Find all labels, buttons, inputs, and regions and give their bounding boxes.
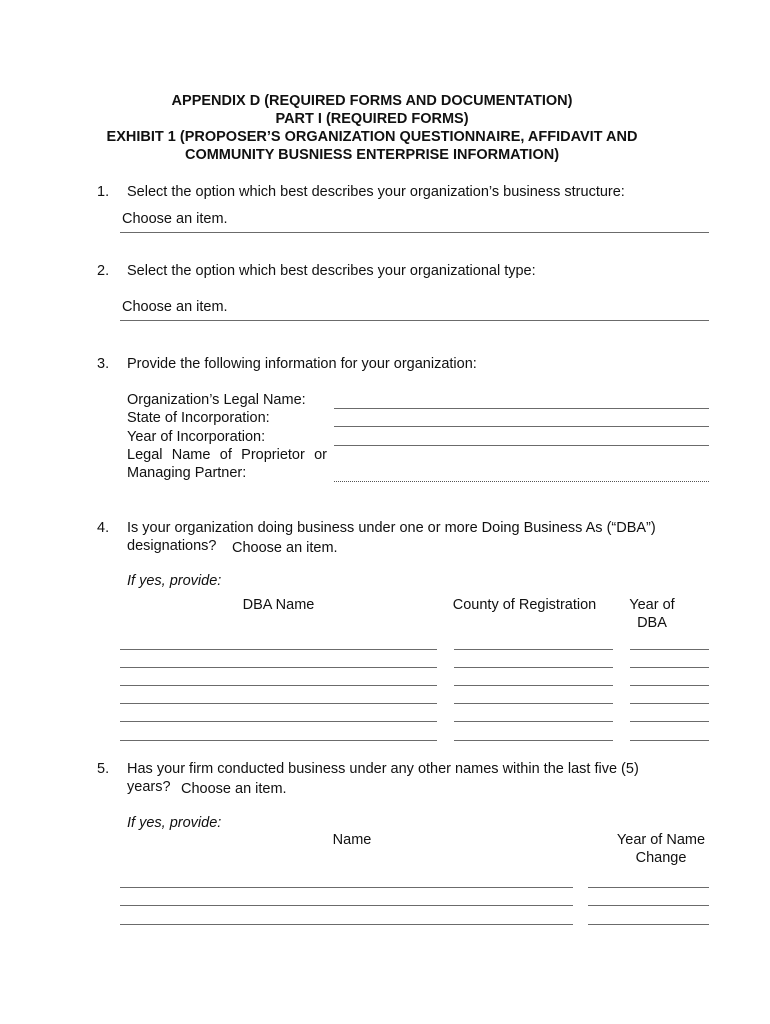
question-4-text-line2: designations? bbox=[127, 538, 217, 554]
county-field[interactable] bbox=[454, 685, 613, 686]
dba-year-field[interactable] bbox=[630, 740, 709, 741]
dba-name-header: DBA Name bbox=[242, 597, 315, 613]
year-of-dba-header-line1: Year of bbox=[629, 597, 675, 613]
previous-name-field[interactable] bbox=[120, 887, 573, 888]
question-5-if-yes: If yes, provide: bbox=[127, 815, 222, 831]
part-title: PART I (REQUIRED FORMS) bbox=[275, 111, 469, 127]
name-change-year-field[interactable] bbox=[588, 924, 709, 925]
county-field[interactable] bbox=[454, 649, 613, 650]
county-of-registration-header: County of Registration bbox=[452, 597, 597, 613]
business-structure-dropdown[interactable]: Choose an item. bbox=[122, 211, 228, 227]
legal-name-label: Organization’s Legal Name: bbox=[127, 392, 306, 408]
proprietor-label-line1: Legal Name of Proprietor or bbox=[127, 447, 327, 463]
exhibit-title: EXHIBIT 1 (PROPOSER’S ORGANIZATION QUESTIONNAIRE, AFFIDAVIT AND bbox=[106, 129, 638, 145]
dba-name-field[interactable] bbox=[120, 667, 437, 668]
appendix-title: APPENDIX D (REQUIRED FORMS AND DOCUMENTATION) bbox=[171, 93, 573, 109]
exhibit-subtitle: COMMUNITY BUSNIESS ENTERPRISE INFORMATION) bbox=[184, 147, 560, 163]
question-1-underline bbox=[120, 232, 709, 233]
year-of-name-change-header-line1: Year of Name bbox=[616, 832, 706, 848]
other-names-dropdown[interactable]: Choose an item. bbox=[181, 781, 287, 797]
county-field[interactable] bbox=[454, 667, 613, 668]
year-of-name-change-header-line2: Change bbox=[635, 850, 687, 866]
state-of-incorporation-label: State of Incorporation: bbox=[127, 410, 270, 426]
question-1-number: 1. bbox=[97, 184, 110, 200]
dba-dropdown[interactable]: Choose an item. bbox=[232, 540, 338, 556]
previous-name-field[interactable] bbox=[120, 905, 573, 906]
question-1-text: Select the option which best describes your organization’s business structure: bbox=[127, 184, 625, 200]
question-2-number: 2. bbox=[97, 263, 110, 279]
county-field[interactable] bbox=[454, 740, 613, 741]
dba-name-field[interactable] bbox=[120, 740, 437, 741]
question-2-underline bbox=[120, 320, 709, 321]
organizational-type-dropdown[interactable]: Choose an item. bbox=[122, 299, 228, 315]
question-4-if-yes: If yes, provide: bbox=[127, 573, 222, 589]
question-5-number: 5. bbox=[97, 761, 110, 777]
name-change-year-field[interactable] bbox=[588, 905, 709, 906]
year-of-dba-header-line2: DBA bbox=[637, 615, 667, 631]
name-change-year-field[interactable] bbox=[588, 887, 709, 888]
dba-name-field[interactable] bbox=[120, 703, 437, 704]
name-header: Name bbox=[332, 832, 372, 848]
dba-year-field[interactable] bbox=[630, 685, 709, 686]
legal-name-field[interactable] bbox=[334, 408, 709, 409]
dba-year-field[interactable] bbox=[630, 703, 709, 704]
state-of-incorporation-field[interactable] bbox=[334, 426, 709, 427]
dba-year-field[interactable] bbox=[630, 667, 709, 668]
year-of-incorporation-field[interactable] bbox=[334, 445, 709, 446]
proprietor-label-line2: Managing Partner: bbox=[127, 465, 247, 481]
dba-name-field[interactable] bbox=[120, 649, 437, 650]
dba-year-field[interactable] bbox=[630, 649, 709, 650]
dba-name-field[interactable] bbox=[120, 685, 437, 686]
proprietor-field[interactable] bbox=[334, 481, 709, 482]
question-5-text-line1: Has your firm conducted business under any other names within the last five (5) bbox=[127, 761, 639, 777]
question-5-text-line2: years? bbox=[127, 779, 171, 795]
county-field[interactable] bbox=[454, 721, 613, 722]
question-4-text-line1: Is your organization doing business under one or more Doing Business As (“DBA”) bbox=[127, 520, 656, 536]
previous-name-field[interactable] bbox=[120, 924, 573, 925]
question-2-text: Select the option which best describes your organizational type: bbox=[127, 263, 536, 279]
question-3-number: 3. bbox=[97, 356, 110, 372]
question-4-number: 4. bbox=[97, 520, 110, 536]
county-field[interactable] bbox=[454, 703, 613, 704]
year-of-incorporation-label: Year of Incorporation: bbox=[127, 429, 266, 445]
question-3-text: Provide the following information for your organization: bbox=[127, 356, 477, 372]
dba-year-field[interactable] bbox=[630, 721, 709, 722]
dba-name-field[interactable] bbox=[120, 721, 437, 722]
